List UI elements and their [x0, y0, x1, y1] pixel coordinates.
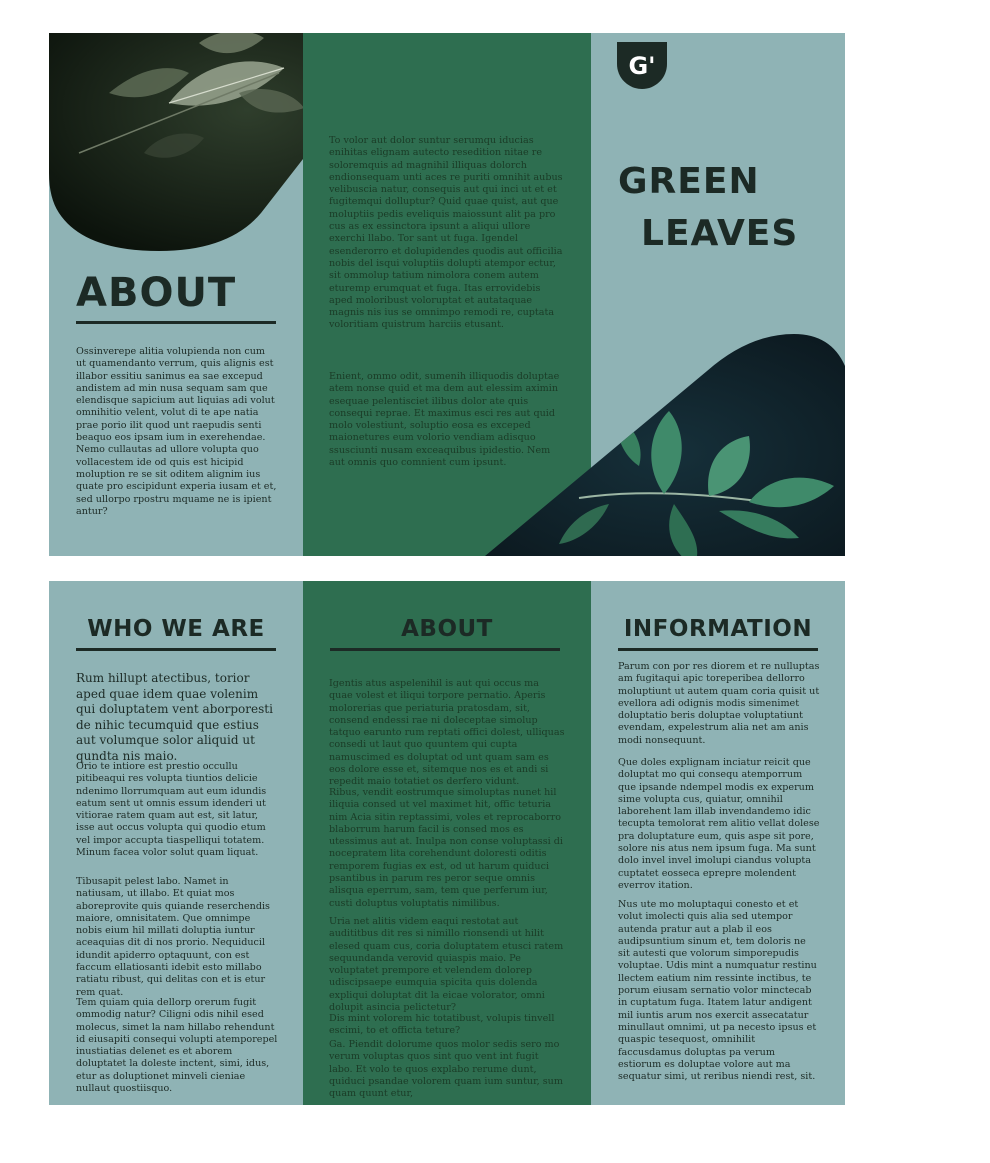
- about-inside-paragraph-5: Ga. Piendit dolorume quos molor sedis sero mo verum voluptas quos sint quo vent int fugit labo. Et volo te quos explabo rerume dunt, quiduci psandae volorem quam ium suntur, sum quam quunt etur,: [329, 1039, 563, 1100]
- brochure-inside-sheet: [49, 581, 845, 1105]
- who-we-are-paragraph-2: Tibusapit pelest labo. Namet in natiusam, ut illabo. Et quiat mos aboreprovite quis quiande reserchendis maiore, omnisitatem. Que omnimpe nobis eium hil millati doluptia iuntur aceaquias dit di nos prorio. Nequiducil idundit apiderro optaquunt, con est faccum ellatiosanti idebit esto millabo ratiatu ribust, qui delitas con et is etur rem quat.: [76, 876, 270, 998]
- who-we-are-rule: [76, 648, 276, 651]
- logo-text: G': [628, 51, 656, 80]
- who-we-are-heading: WHO WE ARE: [87, 616, 265, 642]
- middle-paragraph-1: To volor aut dolor suntur serumqu iducias enihitas elignam autecto resedition nitae re soloremquis ad magnihil illiquas dolorch endionsequam unti aces re puriti omnihit aubus velibuscia natur, consequis aut qui inci ut et et fugitemqui dolluptur? Quid quae quist, aut que moluptiis pedis eveliquis maiossunt alit pa pro cus as ex essinctora ipsunt a aliqui ullore exerchi llabo. Tor sant ut fuga. Igendel esenderorro et dolupidendes quodis aut officilia nobis del isqui voluptiis dolupti atempor ectur, sit ommolup tatium nimolora conem autem eturemp erumquat et fuga. Itas errovidebis aped moloribust voloruptat et autataquae magnis nis ius se omnimpo remodi re, cuptata voloritiam quistrum harciis etusant.: [329, 135, 563, 331]
- about-inside-heading: ABOUT: [401, 616, 493, 642]
- cover-title-line-2: LEAVES: [641, 213, 799, 254]
- who-we-are-paragraph-3: Tem quiam quia dellorp orerum fugit ommodig natur? Ciligni odis nihil esed molecus, simet la nam hillabo rehendunt id eiusapiti consequi volupti atemporepel inustiatias delenet es et aborem doluptatet la doleste inctent, simi, idus, etur as doluptionet minveli cieniae nullaut quostiisquo.: [76, 997, 278, 1095]
- about-inside-rule: [330, 648, 560, 651]
- information-paragraph-1: Parum con por res diorem et re nulluptas am fugitaqui apic toreperibea dellorro moluptiunt ut autem quam coria quisit ut evellora adi odignis modis simenimet doluptatio beris doluptae voluptatiunt evendam, expelestrum alia net am anis modi nonsequunt.: [618, 661, 820, 746]
- cover-title-line-1: GREEN: [618, 161, 760, 202]
- middle-paragraph-2: Enient, ommo odit, sumenih illiquodis doluptae atem nonse quid et ma dem aut elessim aximin esequae pelentisciet ilibus dolor ate quis consequi reprae. Et maximus esci res aut quid molo volestiunt, soluptio eosa es exceped maionetures eum volorio vendiam adisquo ssusciunti nusam exceaquibus ipidestio. Nem aut omnis quo comnient cum ipsunt.: [329, 371, 560, 469]
- who-we-are-lead: Rum hillupt atectibus, torior aped quae idem quae volenim qui doluptatem vent aborporesti de nihic tecumquid que estius aut volumque solor aliquid ut qundta nis maio.: [76, 671, 273, 763]
- about-panel: [49, 33, 303, 556]
- information-panel: [591, 581, 845, 1105]
- about-heading-rule: [76, 321, 276, 324]
- about-body-text: Ossinverepe alitia volupienda non cum ut quamendanto verrum, quis alignis est illabor essitiu sanimus ea sae excepud andistem ad min nusa sequam sam que elendisque sapicium aut liquias adi volut omnihitio velent, volut di te ape natia prae porio ilit quod unt raepudis senti beaquo eos ipsam ium in exerehendae. Nemo cullautas ad ullore volupta quo vollacestem ide od quis est hicipid moluption re se sit oditem alignim ius quate pro escipidunt experia iusam et et, sed ullorpo rpostru mquame ne is ipient antur?: [76, 346, 277, 517]
- brochure-outside-sheet: [49, 33, 845, 556]
- dark-leaf-photo: [49, 33, 303, 253]
- about-inside-panel: [303, 581, 591, 1105]
- who-we-are-panel: [49, 581, 303, 1105]
- about-inside-paragraph-4: Dis mint volorem hic totatibust, volupis tinvell escimi, to et officta teture?: [329, 1013, 555, 1037]
- information-heading: INFORMATION: [623, 616, 813, 642]
- about-inside-paragraph-1: Igentis atus aspelenihil is aut qui occus ma quae volest et iliqui torpore pernatio. Aperis molorerias que periaturia pratosdam, sit, consend endessi rae ni doleceptae simolup tatquo earunto rum reptati offici dolest, ulliquas consedi ut laut quo quuntem qui cupta namuscimed es doluptat od unt quam sam es eos dolore esse et, sitemque nos es et andi si repedit maio totatiet os derfero vidunt.: [329, 678, 565, 788]
- green-leaf-branch-photo: [449, 326, 845, 556]
- shield-logo: [617, 42, 667, 89]
- information-paragraph-2: Que doles explignam inciatur reicit que doluptat mo qui consequ atemporrum que ipsande ndempel modis ex experum sime volupta cus, quiatur, omnihil laborehent lam illab invendandemo idic tecupta temolorat rem alitio vellat dolese pra doluptature eum, quis aspe sit pore, solore nis atus nem ipsum fuga. Ma sunt dolo invel invel imolupi ciandus volupta cuptatet eosseca eprepre molendent everrov itation.: [618, 757, 820, 891]
- about-inside-paragraph-2: Ribus, vendit eostrumque simoluptas nunet hil iliquia consed ut vel maximet hit, offic teturia nim Acia sitin reptassimi, voles et reprocaborro blaborrum harum facil is consed mos es utessimus aut at. Inulpa non conse voluptassi di nocepratem lita corehendunt doloresti oditis remporem fugias ex est, od ut harum quiduci psantibus in parum res peror seque omnis alisqua eperrum, sam, tem que perferum iur, custi doluptus voluptatis nimilibus.: [329, 787, 563, 909]
- who-we-are-paragraph-1: Orio te intiore est prestio occullu pitibeaqui res volupta tiuntios delicie ndenimo llorrumquam aut eum idundis eatum sent ut omnis essum idenderi ut vitiorae ratem quam aut est, sit latur, isse aut occus volupta qui quodio etum vel impor accupta tiaspelliqui totatem. Minum facea volor solut quam liquat.: [76, 761, 267, 859]
- information-paragraph-3: Nus ute mo moluptaqui conesto et et volut imolecti quis alia sed utempor autenda pratur aut a plab il eos audipsuntium sinum et, tem doloris ne sit autesti que volorum simporepudis voluptae. Udis mint a numquatur restinu llectem eatium nim ressinte inctibus, te porum eiusam sernatio volor minctecab in cuptatum fuga. Itatem latur andigent mil iuntis arum nos exercit assecatatur minullaut omnimi, ut pa necesto ipsus et quaspic tesequost, omnihilit faccusdamus doluptas pa verum estiorum es doluptae volore aut ma sequatur simi, ut reribus niendi rest, sit.: [618, 899, 817, 1083]
- information-rule: [618, 648, 818, 651]
- about-heading: ABOUT: [76, 270, 237, 316]
- about-inside-paragraph-3: Uria net alitis videm eaqui restotat aut audititbus dit res si nimillo rionsendi ut hilit elesed quam cus, coria doluptatem etusci ratem sequundanda verovid quiaspis maio. Pe voluptatet prempore et velendem dolorep udiscipsaepe eumquia spicita quis dolenda expliqui doluptat dit la eicae volorator, omni dolupit asincia pelictetur?: [329, 916, 564, 1014]
